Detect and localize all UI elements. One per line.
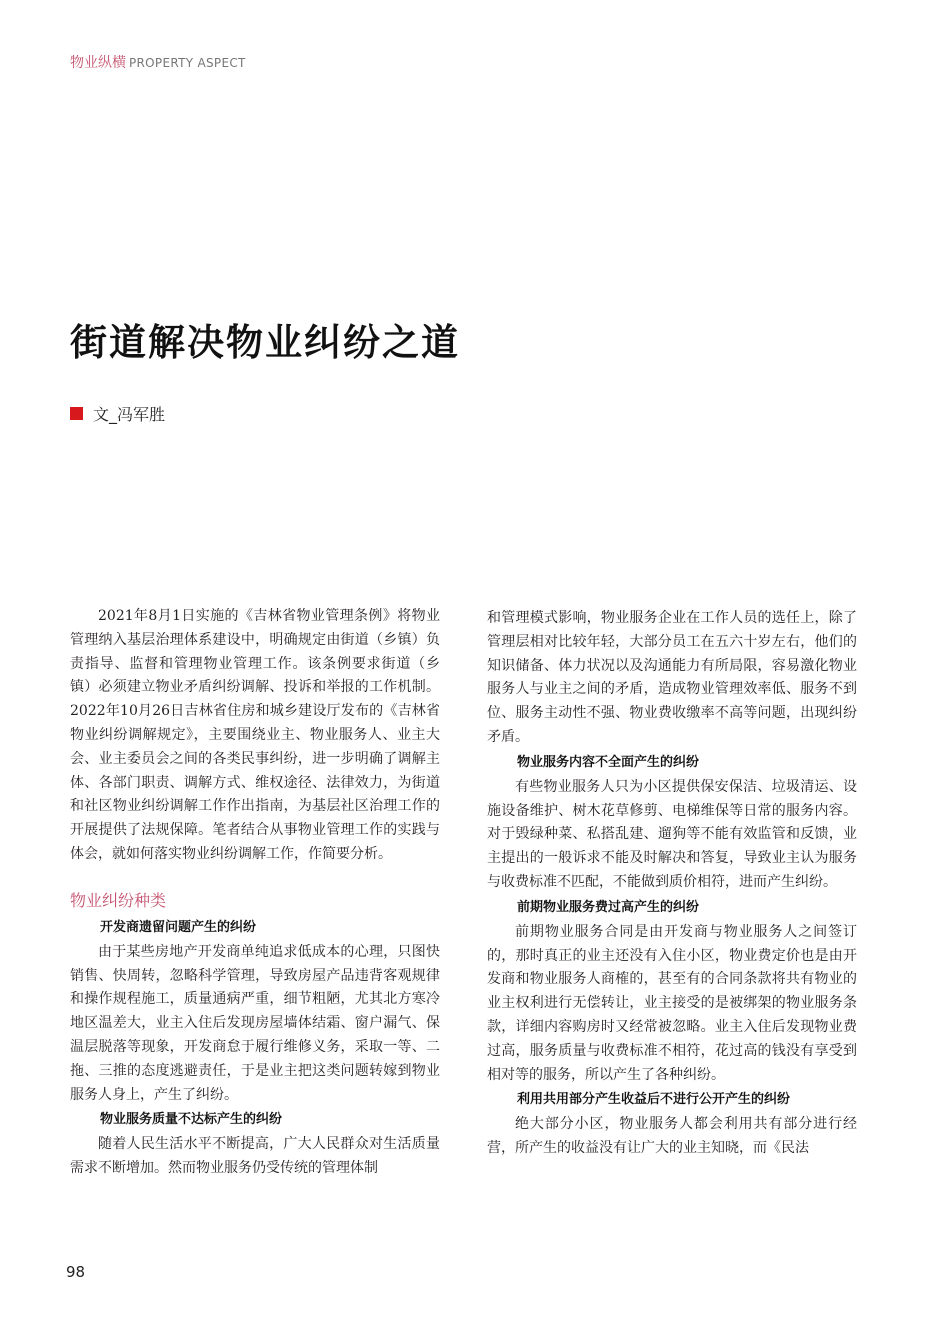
subheading-developer-issues: 开发商遗留问题产生的纠纷 <box>100 919 257 935</box>
paragraph-developer-issues: 由于某些房地产开发商单纯追求低成本的心理，只图快销售、快周转，忽略科学管理，导致房屋产品违背客观规律和操作规程施工，质量通病严重，细节粗陋，尤其北方寒冷地区温差大，业主入住后发现房屋墙体结霜、窗户漏气、保温层脱落等现象，开发商怠于履行维修义务，采取一等、二拖、三推的态度逃避责任，于是业主把这类问题转嫁到物业服务人身上，产生了纠纷。 <box>70 943 440 1103</box>
paragraph-service-quality-start: 随着人民生活水平不断提高，广大人民群众对生活质量需求不断增加。然而物业服务仍受传统的管理体制 <box>70 1136 440 1177</box>
paragraph-early-fees: 前期物业服务合同是由开发商与物业服务人之间签订的，那时真正的业主还没有入住小区，物业费定价也是由开发商和物业服务人商榷的，甚至有的合同条款将共有物业的业主权利进行无偿转让，业主接受的是被绑架的物业服务条款，详细内容购房时又经常被忽略。业主入住后发现物业费过高，服务质量与收费标准不相符，花过高的钱没有享受到相对等的服务，所以产生了各种纠纷。 <box>487 923 857 1083</box>
section-heading: 物业纠纷种类 <box>70 890 167 910</box>
running-header <box>70 52 246 72</box>
byline <box>70 402 165 425</box>
header-section-en: PROPERTY ASPECT <box>129 56 246 70</box>
subheading-service-scope: 物业服务内容不全面产生的纠纷 <box>517 754 700 770</box>
subheading-service-quality: 物业服务质量不达标产生的纠纷 <box>100 1112 283 1128</box>
paragraph-service-quality-cont: 和管理模式影响，物业服务企业在工作人员的选任上，除了管理层相对比较年轻，大部分员工在五六十岁左右，他们的知识储备、体力状况以及沟通能力有所局限，容易激化物业服务人与业主之间的矛盾，造成物业管理效率低、服务不到位、服务主动性不强、物业费收缴率不高等问题，出现纠纷矛盾。 <box>487 610 857 745</box>
header-section-zh: 物业纵横 <box>70 55 126 71</box>
article-title: 街道解决物业纠纷之道 <box>70 321 460 364</box>
right-column <box>487 607 857 1161</box>
paragraph-service-scope: 有些物业服务人只为小区提供保安保洁、垃圾清运、设施设备维护、树木花草修剪、电梯维保等日常的服务内容。对于毁绿种菜、私搭乱建、遛狗等不能有效监管和反馈，业主提出的一般诉求不能及时解决和答复，导致业主认为服务与收费标准不匹配，不能做到质价相符，进而产生纠纷。 <box>487 778 857 890</box>
left-column <box>70 605 440 1181</box>
subheading-shared-revenue: 利用共用部分产生收益后不进行公开产生的纠纷 <box>517 1092 791 1108</box>
byline-marker-icon <box>70 407 83 420</box>
paragraph-shared-revenue-start: 绝大部分小区，物业服务人都会利用共有部分进行经营，所产生的收益没有让广大的业主知晓，而《民法 <box>487 1116 857 1157</box>
intro-paragraph: 2021年8月1日实施的《吉林省物业管理条例》将物业管理纳入基层治理体系建设中，明确规定由街道（乡镇）负责指导、监督和管理物业管理工作。该条例要求街道（乡镇）必须建立物业矛盾纠纷调解、投诉和举报的工作机制。2022年10月26日吉林省住房和城乡建设厅发布的《吉林省物业纠纷调解规定》，主要围绕业主、物业服务人、业主大会、业主委员会之间的各类民事纠纷，进一步明确了调解主体、各部门职责、调解方式、维权途径、法律效力，为街道和社区物业纠纷调解工作作出指南，为基层社区治理工作的开展提供了法规保障。笔者结合从事物业管理工作的实践与体会，就如何落实物业纠纷调解工作，作简要分析。 <box>70 608 440 862</box>
byline-author: 文_冯军胜 <box>93 405 166 424</box>
subheading-early-fees: 前期物业服务费过高产生的纠纷 <box>517 899 700 915</box>
page-number: 98 <box>66 1263 86 1281</box>
